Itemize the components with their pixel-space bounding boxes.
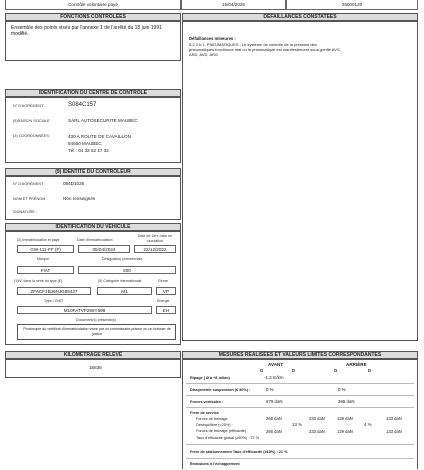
frein-service-label: Frein de service: [190, 411, 219, 415]
immat-label: (2) Immatriculation et pays: [17, 238, 60, 242]
date-immat-value: 05/04/2024: [78, 245, 130, 253]
coords-line3: Tél : 04 32 52 17 32: [68, 148, 109, 153]
agrement-label: N° D'AGRÉMENT: [13, 104, 44, 108]
arriere-header: ARRIÈRE: [346, 362, 367, 367]
report-number: 26000120: [286, 0, 418, 10]
docs-box: [17, 324, 176, 340]
km-title: KILOMÉTRAGE RELEVÉ: [5, 351, 181, 359]
docs-label: Document(s) présenté(s): [76, 318, 116, 322]
centre-box: [5, 97, 181, 163]
signature-label: SIGNATURE :: [13, 210, 37, 214]
separator: [186, 383, 414, 384]
control-type: Contrôle volontaire payé: [5, 0, 181, 10]
ctrl-agrement-value: 084D1026: [63, 181, 85, 186]
frein-stat: Frein de stationnement Taux d'efficacité (≥18%) : 21 %: [190, 450, 288, 454]
fonctions-title: FONCTIONS CONTRÔLÉES: [5, 13, 181, 21]
km-value: 15636: [89, 365, 102, 370]
forces-vert-label: Forces verticales :: [190, 400, 224, 404]
fonctions-box: [5, 21, 181, 61]
ff-ar-d: 133 daN: [386, 416, 402, 421]
immat-value: GW-111-FF (F): [17, 245, 74, 253]
date-mec-label: Date de 1ère mise en circulation: [137, 234, 173, 243]
ripage-label: Ripage ( Ø à +8 m/km): [190, 376, 230, 380]
emissions-label: Émissions à l'échappement: [190, 462, 240, 466]
nom-value: Non renseignés: [63, 196, 96, 201]
designation-label: Désignation commerciale: [102, 257, 143, 261]
separator: [186, 395, 414, 396]
categorie-value: M1: [97, 287, 152, 295]
separator: [186, 407, 414, 408]
ff-ar-g: 129 daN: [337, 416, 353, 421]
docs-note: Photocopie du certificat d'immatriculation visée par un commissaire-priseur ou un huissier de justice: [23, 327, 171, 336]
mineures-line3: ARD, AVD, ARG: [189, 52, 219, 57]
defaillances-title: DÉFAILLANCES CONSTATÉES: [182, 13, 418, 21]
mineures-line1: 5.2.3.h.1. PNEUMATIQUES : Le système de contrôle de la pression des: [189, 42, 317, 47]
date-mec-value: 22/12/2022: [134, 245, 176, 253]
genre-label: Genre: [158, 279, 168, 283]
forces-freinage-label: Forces de freinage: [196, 417, 228, 421]
desequilibre-label: Déséquilibre (<20%) :: [196, 423, 233, 427]
ctrl-agrement-label: N° D'AGRÉMENT: [13, 182, 44, 186]
coords-label: (3) COORDONNÉES: [13, 134, 49, 138]
genre-value: VP: [156, 287, 176, 295]
km-box: [5, 359, 181, 378]
marque-value: FIAT: [17, 266, 74, 274]
avant-header: AVANT: [268, 362, 284, 367]
forces-vert-ar: 365 daN: [338, 399, 355, 404]
mineures-label: Défaillances mineures :: [189, 36, 236, 41]
marque-label: Marque: [37, 257, 50, 261]
avant-g: G: [260, 368, 264, 373]
ff-eff-label: Forces de freinage (efficacité): [196, 429, 247, 433]
coords-line2: 84660 MAUBEC: [68, 141, 102, 146]
ffe-ar-g: 129 daN: [337, 429, 353, 434]
arriere-g: G: [334, 368, 338, 373]
separator: [186, 458, 414, 459]
categorie-label: (5) Catégorie internationale: [98, 279, 142, 283]
ff-av-g: 266 daN: [266, 416, 282, 421]
controleur-box: [5, 176, 181, 220]
control-date: 15/04/2026: [181, 0, 286, 10]
deseq-av: 13 %: [292, 422, 303, 427]
dissym-av: 0 %: [266, 387, 274, 392]
ffe-ar-d: 133 daN: [386, 429, 402, 434]
deseq-ar: 4 %: [364, 422, 372, 427]
taux-global: Taux d'efficacité global (≥50%) : 72 %: [196, 436, 260, 440]
date-immat-label: Date d'immatriculation: [77, 238, 113, 242]
energie-label: Énergie: [157, 299, 170, 303]
fonctions-text: Ensemble des points visés par l'annexe 1 de l'arrêté du 18 juin 1991 modifié.: [11, 25, 162, 37]
coords-line1: 430 A ROUTE DE CAVAILLON: [68, 134, 131, 139]
nom-label: NOM ET PRÉNOM: [13, 197, 46, 201]
controleur-title: (9) IDENTITÉ DU CONTRÔLEUR: [5, 168, 181, 176]
designation-value: 500: [78, 266, 176, 274]
mineures-line2: pneumatiques fonctionne mal ou le pneumatique est manifestement sous-gonflé AVG,: [189, 47, 342, 52]
ffe-av-d: 233 daN: [309, 429, 325, 434]
ff-av-d: 233 daN: [309, 416, 325, 421]
ripage-value: -1.3 m/km: [264, 375, 284, 380]
ffe-av-g: 266 daN: [266, 429, 282, 434]
serie-label: (1)N° dans la série du type (E): [14, 279, 63, 283]
serie-value: ZFACF1BJ6NJG89427: [17, 287, 91, 295]
raison-label: (5)RAISON SOCIALE: [13, 119, 50, 123]
centre-title: IDENTIFICATION DU CENTRE DE CONTRÔLE: [5, 89, 181, 97]
separator: [186, 444, 414, 445]
dissym-label: Dissymétrie suspension (≤ 30%) :: [190, 388, 251, 392]
agrement-value: S084C157: [68, 102, 97, 108]
avant-d: D: [292, 368, 296, 373]
dissym-ar: 0 %: [338, 387, 346, 392]
mesures-title: MESURES RÉALISÉES ET VALEURS LIMITES CORRESPONDANTES: [182, 351, 418, 359]
arriere-d: D: [368, 368, 372, 373]
vehicule-title: IDENTIFICATION DU VÉHICULE: [5, 223, 181, 231]
defaillances-box: [182, 21, 418, 341]
type-label: Type / CNIT: [44, 299, 64, 303]
forces-vert-av: 679 daN: [266, 399, 283, 404]
type-value: M10FATVP298Y598: [17, 306, 152, 314]
energie-value: EH: [156, 306, 176, 314]
raison-value: SARL AUTOSECURITE MAUBEC: [68, 118, 138, 123]
